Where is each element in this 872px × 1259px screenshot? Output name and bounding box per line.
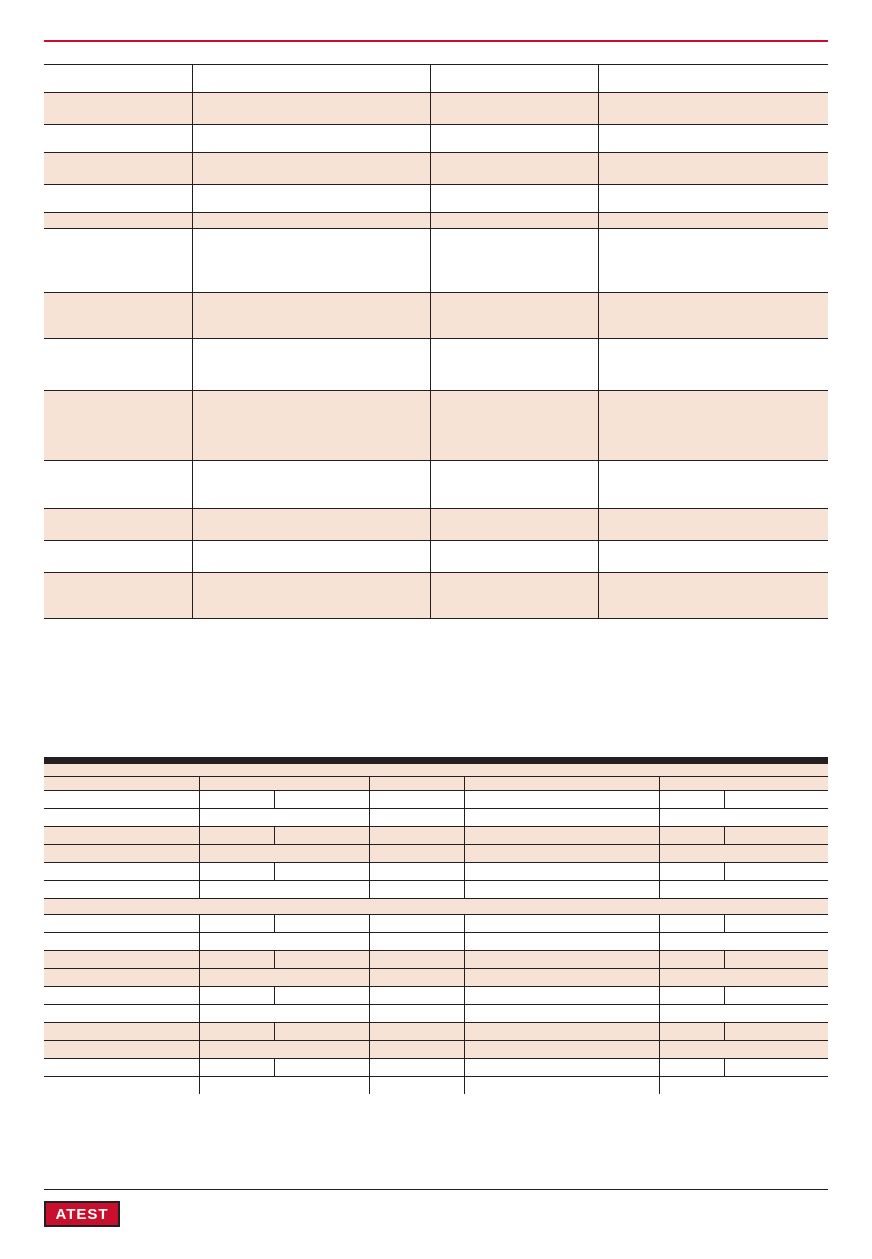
table-cell <box>199 1058 274 1076</box>
table-cell <box>464 1004 659 1022</box>
table-cell <box>199 914 274 932</box>
table-cell <box>369 826 464 844</box>
table-cell <box>274 950 369 968</box>
table-cell <box>598 293 828 339</box>
table-cell <box>430 125 598 153</box>
table-cell <box>659 1004 828 1022</box>
table-header-row <box>44 776 828 790</box>
table-cell <box>659 880 828 898</box>
table-cell <box>199 986 274 1004</box>
table-row <box>44 790 828 808</box>
table-row <box>44 185 828 213</box>
table-cell <box>659 826 724 844</box>
table-cell <box>464 932 659 950</box>
table-cell <box>659 844 828 862</box>
table-cell <box>192 293 430 339</box>
table-cell <box>598 339 828 391</box>
table-cell <box>44 1040 199 1058</box>
table-cell <box>464 1076 659 1094</box>
table-cell <box>44 153 192 185</box>
table-cell <box>192 229 430 293</box>
table-row <box>44 125 828 153</box>
table-cell <box>598 93 828 125</box>
table-row <box>44 1004 828 1022</box>
table-cell <box>44 1058 199 1076</box>
table-cell <box>44 898 828 914</box>
table-cell <box>724 790 828 808</box>
table-row <box>44 461 828 509</box>
table-cell <box>464 844 659 862</box>
table-cell <box>199 932 369 950</box>
table-cell <box>464 862 659 880</box>
table-row <box>44 573 828 619</box>
table-cell <box>199 808 369 826</box>
table-cell <box>274 914 369 932</box>
table-cell <box>44 541 192 573</box>
table-cell <box>199 862 274 880</box>
table-cell <box>199 1022 274 1040</box>
table-cell <box>44 826 199 844</box>
table-cell <box>369 808 464 826</box>
table-cell <box>192 153 430 185</box>
table-cell <box>598 185 828 213</box>
table-cell <box>44 509 192 541</box>
table-cell <box>44 1004 199 1022</box>
table-cell <box>192 93 430 125</box>
table-cell <box>659 862 724 880</box>
table-row <box>44 862 828 880</box>
table-cell <box>659 1076 828 1094</box>
table-cell <box>192 541 430 573</box>
table-cell <box>44 862 199 880</box>
table-header-bar <box>44 757 828 764</box>
table-cell <box>598 573 828 619</box>
table-cell <box>44 391 192 461</box>
upper-specification-table <box>44 64 828 619</box>
table-cell <box>724 1022 828 1040</box>
table-row <box>44 541 828 573</box>
table-cell <box>430 461 598 509</box>
table-cell <box>44 93 192 125</box>
table-cell <box>192 125 430 153</box>
table-row <box>44 509 828 541</box>
table-cell <box>598 541 828 573</box>
table-cell <box>369 844 464 862</box>
table-row <box>44 1058 828 1076</box>
table-cell <box>44 764 828 776</box>
table-cell <box>369 862 464 880</box>
table-cell <box>598 229 828 293</box>
table-row <box>44 153 828 185</box>
table-cell <box>598 153 828 185</box>
table-cell <box>369 1004 464 1022</box>
table-row <box>44 229 828 293</box>
table-cell <box>44 185 192 213</box>
table-cell <box>464 914 659 932</box>
table-cell <box>369 880 464 898</box>
table-cell <box>430 213 598 229</box>
table-cell <box>192 339 430 391</box>
table-group-row <box>44 764 828 776</box>
table-cell <box>724 986 828 1004</box>
table-cell <box>464 1040 659 1058</box>
table-cell <box>598 65 828 93</box>
table-cell <box>464 950 659 968</box>
lower-results-table <box>44 757 828 1094</box>
table-row <box>44 391 828 461</box>
table-cell <box>369 790 464 808</box>
table-header-cell <box>369 776 464 790</box>
table-cell <box>430 573 598 619</box>
table-cell <box>44 65 192 93</box>
table-cell <box>44 844 199 862</box>
header-bar-cell <box>44 757 828 764</box>
table-cell <box>659 986 724 1004</box>
table-row <box>44 914 828 932</box>
table-row <box>44 808 828 826</box>
table-cell <box>724 862 828 880</box>
table-cell <box>192 65 430 93</box>
table-cell <box>430 65 598 93</box>
table-cell <box>369 950 464 968</box>
table-header-cell <box>464 776 659 790</box>
table-cell <box>199 1076 369 1094</box>
table-cell <box>199 790 274 808</box>
table-cell <box>369 968 464 986</box>
footer-rule <box>44 1189 828 1190</box>
table-cell <box>369 1022 464 1040</box>
table-cell <box>659 1040 828 1058</box>
table-cell <box>44 932 199 950</box>
table-cell <box>44 125 192 153</box>
table-cell <box>430 339 598 391</box>
table-cell <box>199 950 274 968</box>
table-cell <box>659 808 828 826</box>
table-cell <box>199 880 369 898</box>
table-cell <box>274 862 369 880</box>
table-group-row <box>44 898 828 914</box>
table-cell <box>598 213 828 229</box>
table-cell <box>598 509 828 541</box>
table-cell <box>274 790 369 808</box>
table-cell <box>44 293 192 339</box>
table-cell <box>464 808 659 826</box>
table-cell <box>430 391 598 461</box>
table-cell <box>274 1022 369 1040</box>
table-row <box>44 968 828 986</box>
table-cell <box>430 229 598 293</box>
table-row <box>44 93 828 125</box>
table-cell <box>44 790 199 808</box>
table-cell <box>724 914 828 932</box>
table-cell <box>724 826 828 844</box>
table-cell <box>44 880 199 898</box>
table-cell <box>369 986 464 1004</box>
table-cell <box>199 968 369 986</box>
table-row <box>44 1076 828 1094</box>
table-cell <box>44 968 199 986</box>
table-row <box>44 880 828 898</box>
table-cell <box>199 1004 369 1022</box>
table-cell <box>430 185 598 213</box>
table-cell <box>192 213 430 229</box>
table-cell <box>464 1022 659 1040</box>
table-row <box>44 339 828 391</box>
table-cell <box>199 826 274 844</box>
table-cell <box>44 339 192 391</box>
table-cell <box>44 573 192 619</box>
table-cell <box>598 461 828 509</box>
table-cell <box>44 808 199 826</box>
table-cell <box>192 461 430 509</box>
table-cell <box>274 986 369 1004</box>
table-row <box>44 826 828 844</box>
table-cell <box>274 1058 369 1076</box>
table-cell <box>369 1076 464 1094</box>
table-cell <box>659 1022 724 1040</box>
table-cell <box>44 986 199 1004</box>
table-cell <box>598 125 828 153</box>
table-cell <box>659 968 828 986</box>
table-cell <box>724 950 828 968</box>
table-cell <box>659 790 724 808</box>
table-cell <box>44 229 192 293</box>
table-cell <box>464 880 659 898</box>
table-cell <box>430 509 598 541</box>
table-row <box>44 1040 828 1058</box>
table-row <box>44 950 828 968</box>
table-cell <box>369 932 464 950</box>
table-cell <box>430 293 598 339</box>
table-row <box>44 844 828 862</box>
table-cell <box>464 968 659 986</box>
header-rule <box>44 40 828 42</box>
logo-text: ATEST <box>55 1205 109 1223</box>
table-cell <box>199 844 369 862</box>
table-cell <box>44 213 192 229</box>
table-cell <box>44 1022 199 1040</box>
table-cell <box>44 950 199 968</box>
table-cell <box>192 391 430 461</box>
table-header-cell <box>44 776 199 790</box>
table-row <box>44 932 828 950</box>
table-cell <box>659 950 724 968</box>
table-cell <box>369 1058 464 1076</box>
table-cell <box>464 1058 659 1076</box>
table-cell <box>192 185 430 213</box>
table-cell <box>430 153 598 185</box>
table-cell <box>659 932 828 950</box>
table-cell <box>199 1040 369 1058</box>
table-cell <box>598 391 828 461</box>
table-cell <box>369 1040 464 1058</box>
table-cell <box>464 826 659 844</box>
table-cell <box>192 573 430 619</box>
table-row <box>44 1022 828 1040</box>
table-cell <box>44 914 199 932</box>
table-cell <box>192 509 430 541</box>
table-header-cell <box>659 776 828 790</box>
table-cell <box>724 1058 828 1076</box>
table-cell <box>659 1058 724 1076</box>
table-cell <box>464 986 659 1004</box>
table-cell <box>659 914 724 932</box>
table-cell <box>430 541 598 573</box>
table-header-cell <box>199 776 369 790</box>
table-cell <box>369 914 464 932</box>
table-row <box>44 293 828 339</box>
table-cell <box>464 790 659 808</box>
table-cell <box>44 461 192 509</box>
atest-logo <box>44 1201 120 1227</box>
table-cell <box>274 826 369 844</box>
table-cell <box>430 93 598 125</box>
table-row <box>44 986 828 1004</box>
table-cell <box>44 1076 199 1094</box>
table-row <box>44 65 828 93</box>
table-row <box>44 213 828 229</box>
